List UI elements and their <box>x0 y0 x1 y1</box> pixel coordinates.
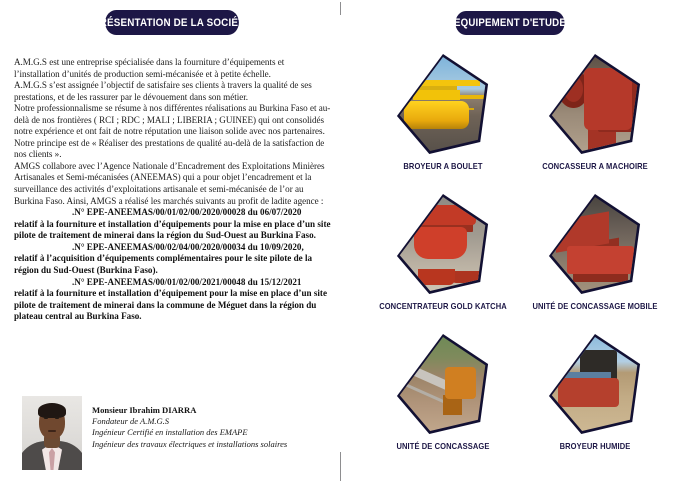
equipment-label: CONCASSEUR A MACHOIRE <box>542 161 648 171</box>
contract-description: relatif à la fourniture et installation d’équipement pour la mise en place d’un site pilote de traitement de minerai dans la commune de Méguet dans la région du plateau central au Burkina Faso. <box>14 288 327 322</box>
founder-role: Fondateur de A.M.G.S <box>92 416 170 426</box>
equipment-card[interactable] <box>368 334 518 451</box>
photo-clip <box>397 197 489 291</box>
equipment-label: CONCENTRATEUR GOLD KATCHA <box>379 301 507 311</box>
founder-credential-2: Ingénieur des travaux électriques et installations solaires <box>92 438 288 449</box>
contract-entry <box>14 277 332 323</box>
contract-reference: .N° EPE-ANEEMAS/00/01/02/00/2020/00028 du 06/07/2020 <box>72 207 302 218</box>
equipment-photo-frame <box>546 334 644 434</box>
contract-entry <box>14 242 332 277</box>
jaw-crusher-photo <box>549 57 641 151</box>
paragraph: Notre principe est de « Réaliser des prestations de qualité au-delà de la satisfaction de nos clients ». <box>14 137 325 160</box>
equipment-card[interactable] <box>520 334 670 451</box>
paragraph: A.M.G.S s’est assignée l’objectif de satisfaire ses clients à travers la qualité de ses prestations, et de les rassurer par le dévouement dans son métier. <box>14 80 312 102</box>
photo-clip <box>549 197 641 291</box>
founder-details <box>92 405 332 450</box>
equipment-card[interactable] <box>520 54 670 171</box>
panel-divider-top <box>340 2 341 15</box>
equipment-card[interactable] <box>368 54 518 171</box>
section-badge-equipment: EQUIPEMENT D'ETUDE <box>455 11 564 35</box>
photo-clip <box>549 337 641 431</box>
contract-description: relatif à la fourniture et installation d’équipements pour la mise en place d’un site pilote de traitement de minerai dans la région du Sud-Ouest au Burkina Faso. <box>14 218 331 241</box>
photo-clip <box>549 57 641 151</box>
equipment-label: BROYEUR A BOULET <box>403 161 483 171</box>
wet-grinder-photo <box>549 337 641 431</box>
equipment-photo-frame <box>394 54 492 154</box>
contract-description: relatif à l’acquisition d’équipements complémentaires pour le site pilote de la région du Sud-Ouest (Burkina Faso). <box>14 253 313 276</box>
equipment-label: UNITÉ DE CONCASSAGE MOBILE <box>532 301 658 311</box>
equipment-grid <box>356 54 672 474</box>
gold-katcha-photo <box>397 197 489 291</box>
contract-reference: .N° EPE-ANEEMAS/00/02/04/00/2020/00034 du 10/09/2020, <box>72 241 304 252</box>
paragraph: A.M.G.S est une entreprise spécialisée dans la fourniture d’équipements et l’installation d’unités de production semi-mécanisée et à petite échelle. <box>14 57 285 79</box>
company-presentation-text <box>14 57 332 323</box>
photo-clip <box>397 337 489 431</box>
founder-block <box>22 395 332 475</box>
founder-name: Monsieur Ibrahim DIARRA <box>92 405 197 415</box>
paragraph: AMGS collabore avec l’Agence Nationale d’Encadrement des Exploitations Minières Artisanales et Semi-mécanisées (ANEEMAS) qui a pour objet l’encadrement et la surveillance des activités d’exploitations artisanale et semi-mécanisée de l’or au Burkina Faso. Ainsi, AMGS a réalisé les marchés suivants au profit de ladite agence : <box>14 160 325 206</box>
equipment-photo-frame <box>394 334 492 434</box>
photo-clip <box>397 57 489 151</box>
equipment-label: UNITÉ DE CONCASSAGE <box>396 441 490 451</box>
equipment-photo-frame <box>546 54 644 154</box>
equipment-card[interactable] <box>520 194 670 311</box>
equipment-label: BROYEUR HUMIDE <box>559 441 631 451</box>
paragraph: Notre professionnalisme se résume à nos différentes réalisations au Burkina Faso et au-delà de nos frontières ( RCI ; RDC ; MALI ; LIBERIA ; GUINEE) qui ont consolidés notre expérience et ont fait de notre réputation une liaison solide avec nos partenaires. <box>14 103 331 137</box>
ball-mill-photo <box>397 57 489 151</box>
founder-portrait-photo <box>22 396 82 470</box>
panel-divider-bottom <box>340 452 341 481</box>
contract-reference: .N° EPE-ANEEMAS/00/01/02/00/2021/00048 du 15/12/2021 <box>72 276 302 287</box>
section-badge-presentation: PRÉSENTATION DE LA SOCIÉTÉ <box>105 10 239 35</box>
mobile-crushing-photo <box>549 197 641 291</box>
founder-credential-1: Ingénieur Certifié en installation des EMAPE <box>92 427 248 438</box>
equipment-card[interactable] <box>368 194 518 311</box>
equipment-photo-frame <box>394 194 492 294</box>
equipment-photo-frame <box>546 194 644 294</box>
crushing-unit-photo <box>397 337 489 431</box>
contract-entry <box>14 207 332 242</box>
